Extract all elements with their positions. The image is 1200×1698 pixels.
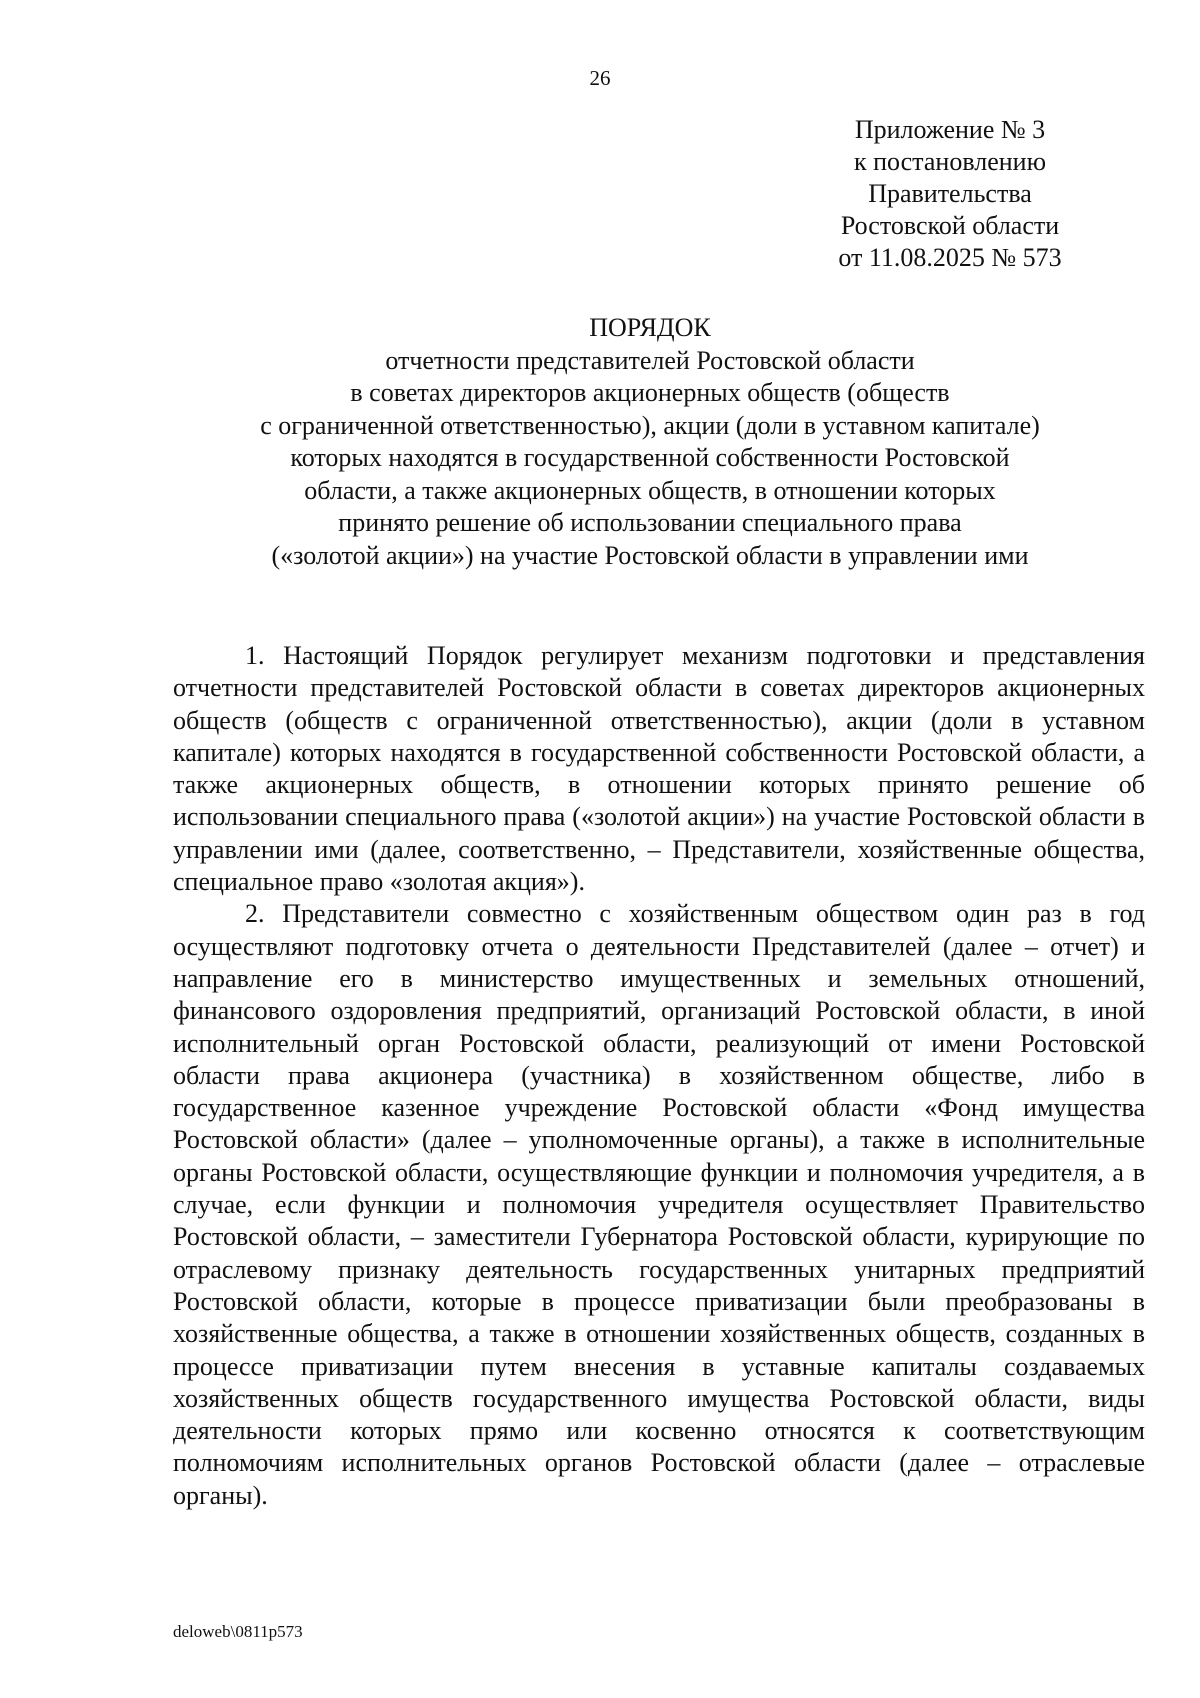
document-body: [173, 640, 1145, 1512]
appendix-line: Ростовской области: [840, 211, 1060, 240]
file-reference: deloweb\0811p573: [173, 1622, 303, 1641]
title-line: с ограниченной ответственностью), акции (доли в уставном капитале): [260, 410, 1040, 440]
title-line: («золотой акции») на участие Ростовской области в управлении ими: [271, 540, 1029, 570]
appendix-line: Приложение № 3: [854, 115, 1046, 144]
title-line: принято решение об использовании специального права: [338, 508, 962, 537]
appendix-line: от 11.08.2025 № 573: [838, 243, 1062, 272]
paragraph-1: 1. Настоящий Порядок регулирует механизм подготовки и представления отчетности представителей Ростовской области в советах директоров акционерных обществ (обществ с ограниченной ответственностью), акции (доли в уставном капитале) которых находятся в государственной собственности Ростовской области, а также акционерных обществ, в отношении которых принято решение об использовании специального права («золотой акции») на участие Ростовской области в управлении ими (далее, соответственно, – Представители, хозяйственные общества, специальное право «золотая акция»).: [173, 641, 1145, 897]
title-line: которых находятся в государственной собственности Ростовской: [290, 443, 1010, 472]
title-line: области, а также акционерных обществ, в отношении которых: [304, 475, 996, 505]
document-title: [160, 312, 1140, 572]
appendix-line: Правительства: [868, 179, 1032, 208]
appendix-reference: [820, 114, 1080, 274]
appendix-line: к постановлению: [853, 147, 1047, 176]
paragraph-2: 2. Представители совместно с хозяйственным обществом один раз в год осуществляют подготовку отчета о деятельности Представителей (далее – отчет) и направление его в министерство имущественных и земельных отношений, финансового оздоровления предприятий, организаций Ростовской области, в иной исполнительный орган Ростовской области, реализующий от имени Ростовской области права акционера (участника) в хозяйственном обществе, либо в государственное казенное учреждение Ростовской области «Фонд имущества Ростовской области» (далее – уполномоченные органы), а также в исполнительные органы Ростовской области, осуществляющие функции и полномочия учредителя, а в случае, если функции и полномочия учредителя осуществляет Правительство Ростовской области, – заместители Губернатора Ростовской области, курирующие по отраслевому признаку деятельность государственных унитарных предприятий Ростовской области, которые в процессе приватизации были преобразованы в хозяйственные общества, а также в отношении хозяйственных обществ, созданных в процессе приватизации путем внесения в уставные капиталы создаваемых хозяйственных обществ государственного имущества Ростовской области, виды деятельности которых прямо или косвенно относятся к соответствующим полномочиям исполнительных органов Ростовской области (далее – отраслевые органы).: [173, 899, 1145, 1510]
page-number: 26: [589, 66, 611, 90]
title-heading: ПОРЯДОК: [589, 313, 711, 342]
title-line: в советах директоров акционерных обществ (обществ: [350, 378, 950, 407]
title-line: отчетности представителей Ростовской области: [385, 345, 915, 375]
